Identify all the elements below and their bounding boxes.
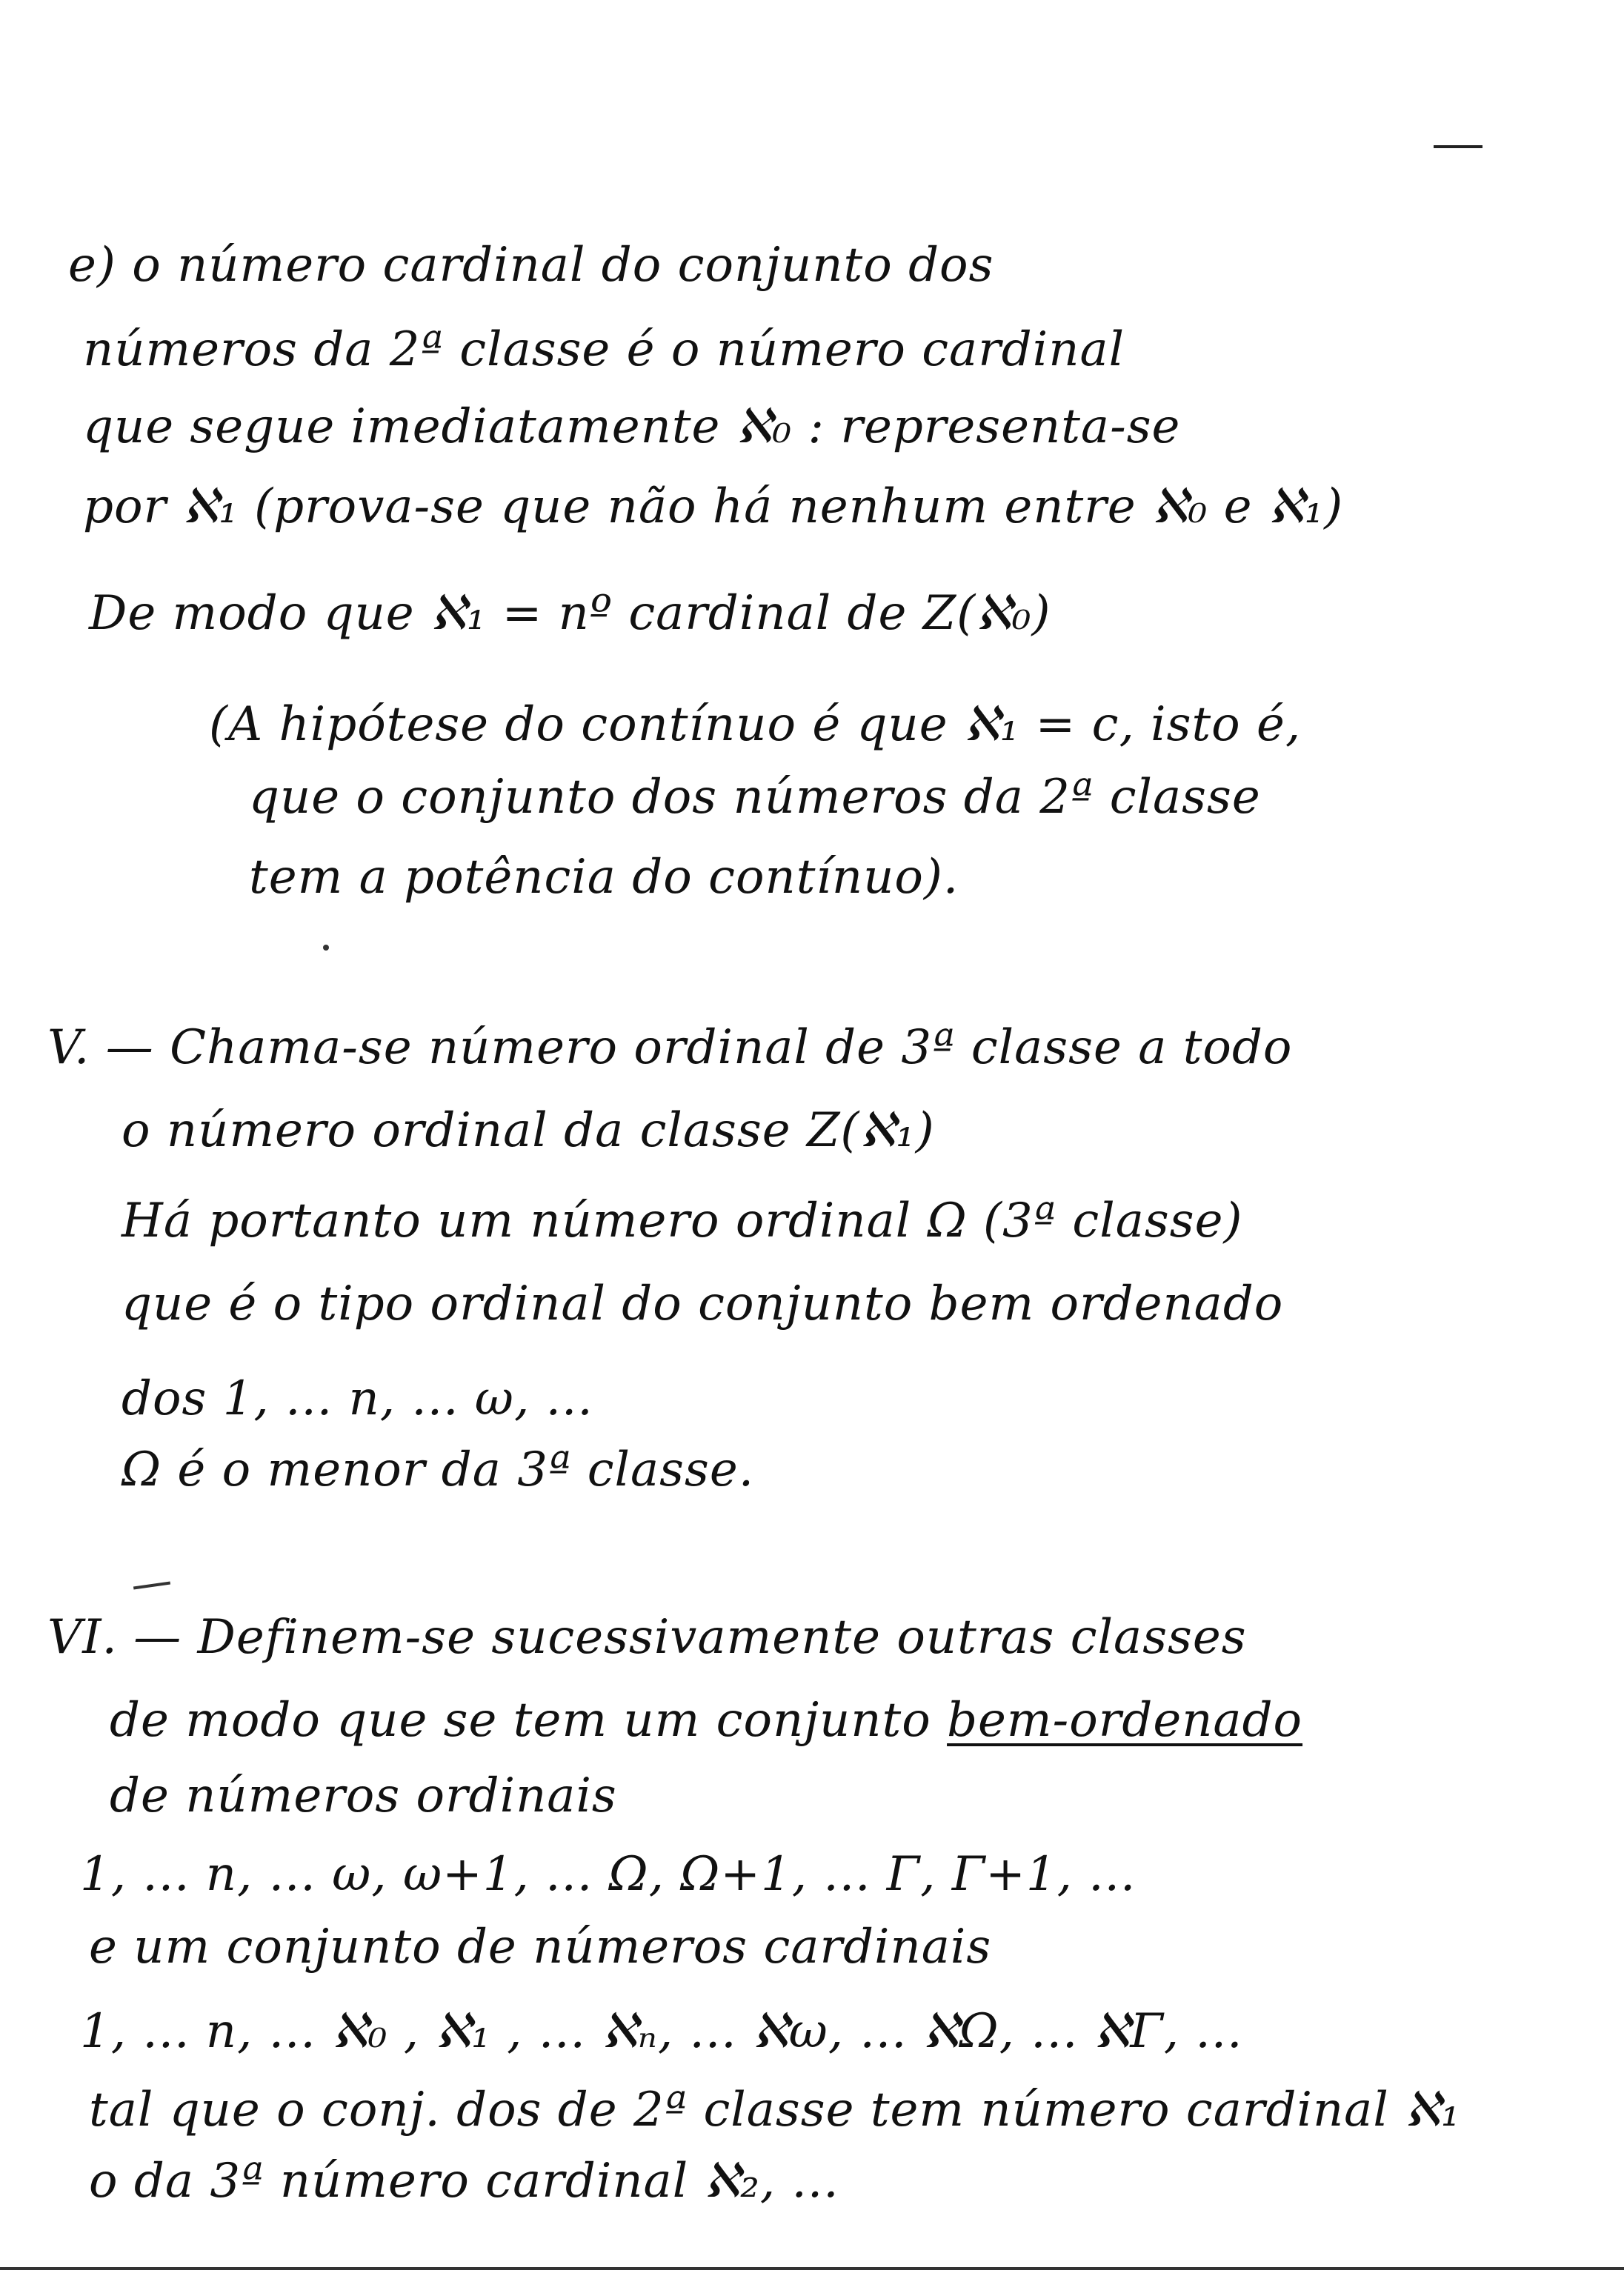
- section-e-note-line-3: tem a potência do contínuo).: [249, 850, 959, 905]
- ink-dot: [323, 945, 329, 951]
- section-vi-ordinals-line: 1, ... n, ... ω, ω+1, ... Ω, Ω+1, ... Γ, Γ+1, ...: [80, 1847, 1137, 1902]
- section-v-line-3: Há portanto um número ordinal Ω (3ª classe): [122, 1194, 1243, 1248]
- section-vi-line-7: tal que o conj. dos de 2ª classe tem número cardinal ℵ₁: [89, 2083, 1461, 2137]
- ink-dash: [133, 1582, 170, 1590]
- section-vi-line-2-text: de modo que se tem um conjunto: [110, 1693, 948, 1748]
- section-vi-line-5: e um conjunto de números cardinais: [89, 1920, 992, 1974]
- section-v-line-6: Ω é o menor da 3ª classe.: [122, 1443, 755, 1497]
- section-e-note-line-1: (A hipótese do contínuo é que ℵ₁ = c, isto é,: [209, 697, 1302, 752]
- section-vi-line-1: VI. — Definem-se sucessivamente outras classes: [47, 1610, 1247, 1665]
- section-e-line-4: por ℵ₁ (prova-se que não há nenhum entre ℵ₀ e ℵ₁): [83, 479, 1344, 534]
- underlined-term: bem-ordenado: [947, 1693, 1303, 1748]
- section-e-line-2: números da 2ª classe é o número cardinal: [83, 322, 1125, 377]
- section-v-line-5: dos 1, ... n, ... ω, ...: [122, 1371, 593, 1426]
- section-e-line-5: De modo que ℵ₁ = nº cardinal de Z(ℵ₀): [89, 586, 1051, 641]
- section-v-line-4: que é o tipo ordinal do conjunto bem ordenado: [122, 1277, 1284, 1331]
- section-e-note-line-2: que o conjunto dos números da 2ª classe: [249, 770, 1261, 825]
- section-v-line-2: o número ordinal da classe Z(ℵ₁): [122, 1103, 935, 1158]
- section-v-line-1: V. — Chama-se número ordinal de 3ª classe a todo: [47, 1020, 1293, 1075]
- section-vi-line-8: o da 3ª número cardinal ℵ₂, ...: [89, 2154, 839, 2209]
- section-vi-cardinals-line: 1, ... n, ... ℵ₀ , ℵ₁ , ... ℵₙ, ... ℵω, ... ℵΩ, ... ℵΓ, ...: [80, 2004, 1243, 2059]
- section-vi-line-3: de números ordinais: [110, 1768, 617, 1823]
- section-e-line-1: e) o número cardinal do conjunto dos: [68, 238, 994, 293]
- section-vi-line-2: [110, 1691, 1302, 1750]
- section-e-line-3: que segue imediatamente ℵ₀ : representa-se: [83, 399, 1181, 454]
- page-bottom-edge: [0, 2267, 1624, 2270]
- page-corner-dash: [1434, 145, 1482, 148]
